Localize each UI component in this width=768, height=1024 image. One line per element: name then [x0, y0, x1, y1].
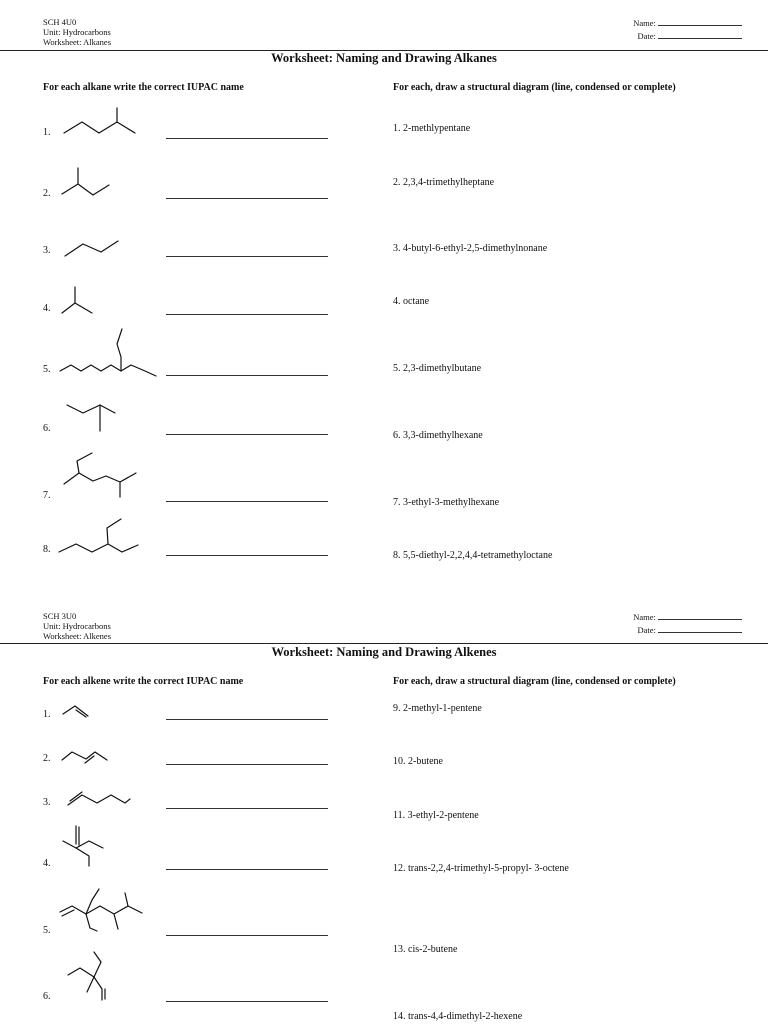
question-number: 3. — [43, 245, 51, 256]
unit-label: Unit: Hydrocarbons — [43, 621, 111, 631]
alkene-structure-5 — [60, 906, 142, 914]
alkene-structure-3 — [68, 795, 130, 805]
draw-item: 9. 2-methyl-1-pentene — [393, 703, 482, 714]
alkene-structure-1 — [63, 706, 88, 716]
draw-item: 4. octane — [393, 296, 430, 307]
question-number: 2. — [43, 753, 51, 764]
question-number: 5. — [43, 364, 51, 375]
draw-item: 13. cis-2-butene — [393, 944, 458, 955]
alkene-structure-2 — [62, 752, 107, 760]
left-column-heading: For each alkene write the correct IUPAC name — [43, 676, 244, 687]
draw-item: 11. 3-ethyl-2-pentene — [393, 810, 479, 821]
draw-item: 12. trans-2,2,4-trimethyl-5-propyl- 3-octene — [393, 863, 569, 874]
alkene-structure-6 — [68, 962, 101, 977]
alkene-structure-4 — [63, 841, 103, 848]
right-column-heading: For each, draw a structural diagram (line, condensed or complete) — [393, 676, 676, 687]
right-column-heading: For each, draw a structural diagram (line, condensed or complete) — [393, 82, 676, 93]
question-number: 4. — [43, 303, 51, 314]
worksheet-label: Worksheet: Alkenes — [43, 631, 112, 641]
worksheet-title: Worksheet: Naming and Drawing Alkenes — [271, 645, 497, 659]
name-field[interactable]: Name: — [560, 17, 742, 30]
question-number: 5. — [43, 925, 51, 936]
question-number: 6. — [43, 991, 51, 1002]
question-number: 1. — [43, 127, 51, 138]
draw-item: 3. 4-butyl-6-ethyl-2,5-dimethylnonane — [393, 243, 548, 254]
left-column-heading: For each alkane write the correct IUPAC name — [43, 82, 244, 93]
worksheet-label: Worksheet: Alkanes — [43, 37, 112, 47]
question-number: 3. — [43, 797, 51, 808]
draw-item: 5. 2,3-dimethylbutane — [393, 363, 482, 374]
date-field[interactable]: Date: — [560, 30, 742, 43]
draw-item: 7. 3-ethyl-3-methylhexane — [393, 497, 500, 508]
worksheet-title: Worksheet: Naming and Drawing Alkanes — [271, 51, 497, 65]
question-number: 7. — [43, 490, 51, 501]
name-field[interactable]: Name: — [560, 611, 742, 624]
draw-item: 6. 3,3-dimethylhexane — [393, 430, 483, 441]
draw-item: 2. 2,3,4-trimethylheptane — [393, 177, 495, 188]
date-field[interactable]: Date: — [560, 624, 742, 637]
question-number: 4. — [43, 858, 51, 869]
question-number: 1. — [43, 709, 51, 720]
question-number: 8. — [43, 544, 51, 555]
course-code: SCH 4U0 — [43, 17, 77, 27]
course-code: SCH 3U0 — [43, 611, 77, 621]
draw-item: 14. trans-4,4-dimethyl-2-hexene — [393, 1011, 523, 1022]
draw-item: 10. 2-butene — [393, 756, 443, 767]
question-number: 6. — [43, 423, 51, 434]
question-number: 2. — [43, 188, 51, 199]
draw-item: 1. 2-methlypentane — [393, 123, 471, 134]
draw-item: 8. 5,5-diethyl-2,2,4,4-tetramethyloctane — [393, 550, 553, 561]
unit-label: Unit: Hydrocarbons — [43, 27, 111, 37]
